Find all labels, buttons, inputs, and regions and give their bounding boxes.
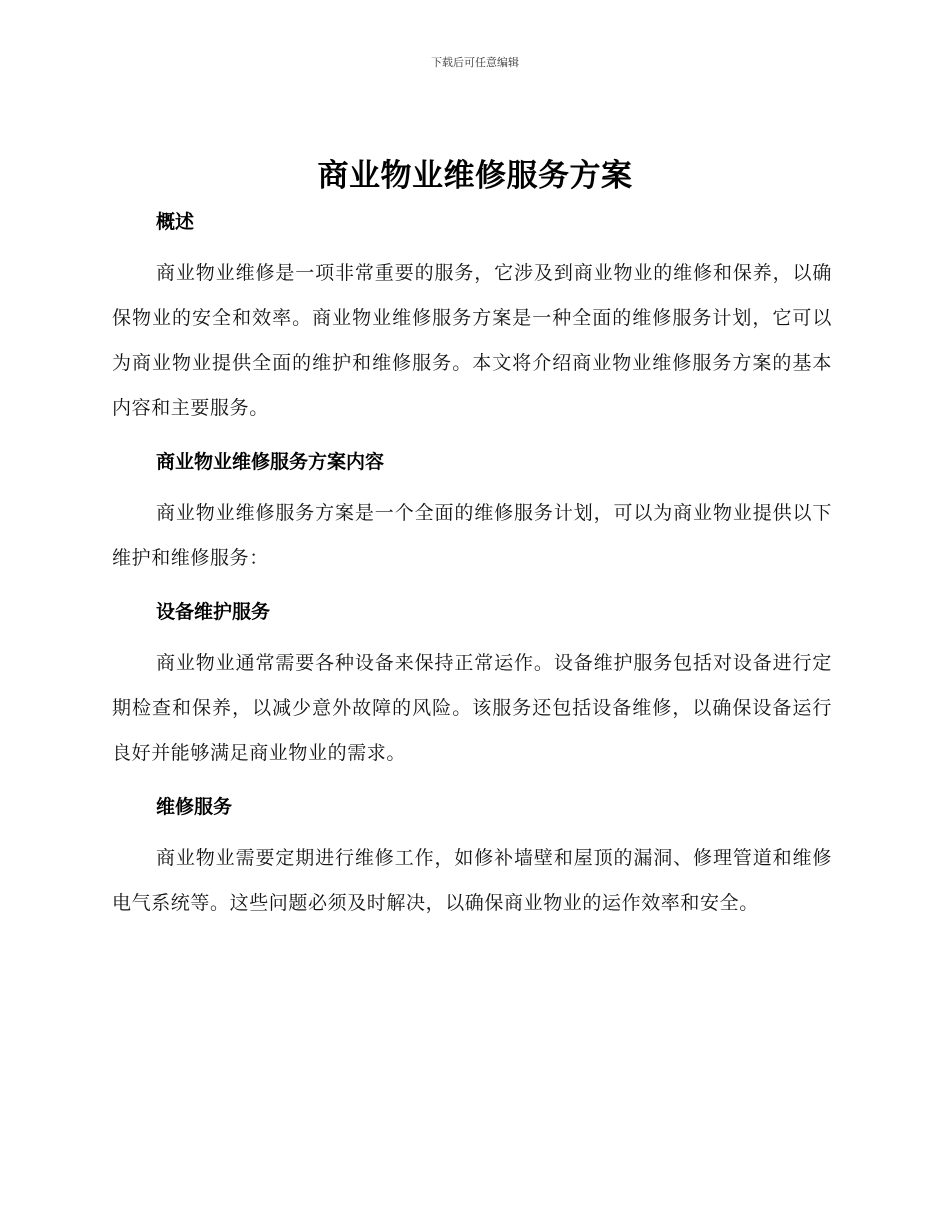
document-body	[112, 205, 832, 926]
section-paragraph-repair-service: 商业物业需要定期进行维修工作，如修补墙壁和屋顶的漏洞、修理管道和维修电气系统等。这些问题必须及时解决，以确保商业物业的运作效率和安全。	[112, 847, 832, 914]
section-paragraph-plan-content: 商业物业维修服务方案是一个全面的维修服务计划，可以为商业物业提供以下维护和维修服务：	[112, 502, 832, 569]
section-heading-equipment-maintenance: 设备维护服务	[156, 601, 271, 623]
section-paragraph-equipment-maintenance: 商业物业通常需要各种设备来保持正常运作。设备维护服务包括对设备进行定期检查和保养，以减少意外故障的风险。该服务还包括设备维修，以确保设备运行良好并能够满足商业物业的需求。	[112, 652, 832, 764]
section-heading-overview: 概述	[156, 211, 195, 233]
page-header-note: 下载后可任意编辑	[431, 56, 519, 69]
document-title: 商业物业维修服务方案	[317, 158, 633, 194]
section-heading-repair-service: 维修服务	[156, 796, 233, 818]
section-heading-plan-content: 商业物业维修服务方案内容	[156, 451, 385, 473]
section-paragraph-overview: 商业物业维修是一项非常重要的服务，它涉及到商业物业的维修和保养，以确保物业的安全和效率。商业物业维修服务方案是一种全面的维修服务计划，它可以为商业物业提供全面的维护和维修服务。本文将介绍商业物业维修服务方案的基本内容和主要服务。	[112, 262, 832, 419]
